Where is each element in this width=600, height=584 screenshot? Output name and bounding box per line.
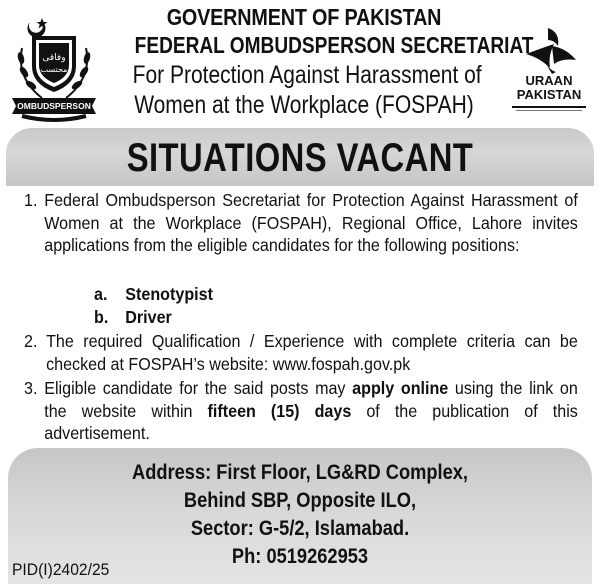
paragraph-2 bbox=[24, 330, 578, 375]
header-subtitle-line1: For Protection Against Harassment of bbox=[132, 61, 482, 89]
ombudsperson-emblem-icon bbox=[8, 8, 100, 124]
paragraph-2-number: 2. bbox=[24, 331, 38, 351]
paragraph-3-number: 3. bbox=[24, 378, 38, 398]
paragraph-1-text: Federal Ombudsperson Secretariat for Protection Against Harassment of Women at the Workplace (FOSPAH), Regional Office, Lahore invites applications from the eligible candidates for the following positions: bbox=[44, 190, 578, 255]
paragraph-1 bbox=[24, 189, 578, 257]
paragraph-3-text bbox=[44, 377, 578, 445]
pid-code: PID(I)2402/25 bbox=[12, 560, 110, 579]
paragraph-3-part-e: of the publication of this advertisement. bbox=[44, 400, 578, 443]
pakistan-text: PAKISTAN bbox=[516, 87, 582, 102]
uraan-text: URAAN bbox=[525, 73, 573, 88]
banner-title: SITUATIONS VACANT bbox=[126, 136, 474, 180]
address-line-1: Address: First Floor, LG&RD Complex, bbox=[131, 461, 469, 484]
emblem-caption: OMBUDSPERSON bbox=[17, 101, 91, 111]
address-line-2: Behind SBP, Opposite ILO, bbox=[183, 489, 417, 512]
position-letter: a. bbox=[94, 284, 108, 304]
address-line-3: Sector: G-5/2, Islamabad. bbox=[190, 517, 410, 540]
position-item bbox=[94, 283, 213, 305]
header-government: GOVERNMENT OF PAKISTAN bbox=[166, 4, 442, 30]
paragraph-3-part-a: Eligible candidate for the said posts may bbox=[44, 378, 346, 398]
deadline-emphasis: fifteen (15) days bbox=[207, 400, 352, 421]
position-title: Driver bbox=[125, 307, 172, 327]
svg-text:وفاقی: وفاقی bbox=[42, 53, 66, 63]
header-subtitle-line2: Women at the Workplace (FOSPAH) bbox=[134, 91, 474, 119]
apply-online-emphasis: apply online bbox=[352, 378, 449, 398]
paragraph-3-part-c: using the link on the website within bbox=[44, 378, 578, 421]
svg-text:محتسب: محتسب bbox=[40, 65, 68, 74]
paragraph-2-text: The required Qualification / Experience with complete criteria can be checked at FOSPAH’s website: www.fospah.gov.pk bbox=[46, 331, 578, 374]
position-title: Stenotypist bbox=[125, 284, 213, 304]
paragraph-3 bbox=[24, 377, 578, 445]
position-item bbox=[94, 306, 172, 328]
uraan-pakistan-logo-icon bbox=[506, 24, 592, 124]
header-secretariat: FEDERAL OMBUDSPERSON SECRETARIAT bbox=[134, 32, 534, 58]
paragraph-1-number: 1. bbox=[24, 190, 38, 210]
situations-vacant-banner bbox=[6, 128, 594, 186]
phone-number: Ph: 0519262953 bbox=[231, 545, 369, 568]
position-letter: b. bbox=[94, 307, 109, 327]
